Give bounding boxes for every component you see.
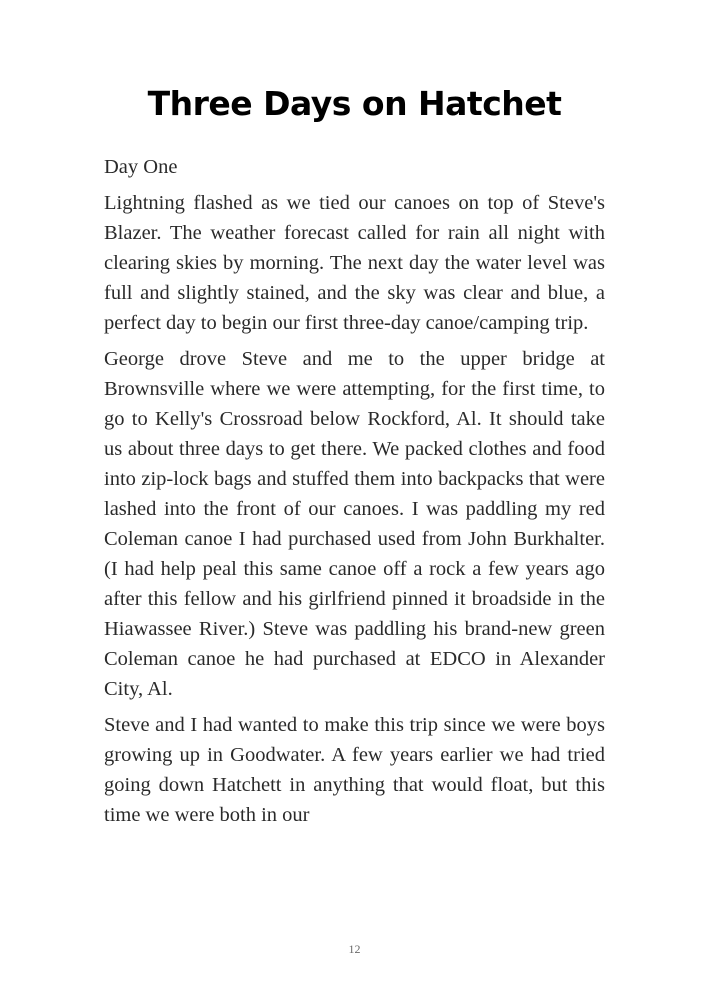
page-number: 12 [348,942,361,956]
body-text [104,152,605,836]
paragraph-1: Lightning flashed as we tied our canoes on top of Steve's Blazer. The weather forecast called for rain all night with clearing skies by morning. The next day the water level was full and slightly stained, and the sky was clear and blue, a perfect day to begin our first three-day canoe/camping trip. [104,192,605,334]
page-title: Three Days on Hatchet [147,84,562,123]
paragraph-3: Steve and I had wanted to make this trip since we were boys growing up in Goodwater. A few years earlier we had tried going down Hatchett in anything that would float, but this time we were both in our [104,714,605,826]
section-heading: Day One [104,156,178,178]
paragraph-2: George drove Steve and me to the upper bridge at Brownsville where we were attempting, for the first time, to go to Kelly's Crossroad below Rockford, Al. It should take us about three days to get there. We packed clothes and food into zip-lock bags and stuffed them into backpacks that were lashed into the front of our canoes. I was paddling my red Coleman canoe I had purchased used from John Burkhalter. (I had help peal this same canoe off a rock a few years ago after this fellow and his girlfriend pinned it broadside in the Hiawassee River.) Steve was paddling his brand-new green Coleman canoe he had purchased at EDCO in Alexander City, Al. [104,348,605,700]
